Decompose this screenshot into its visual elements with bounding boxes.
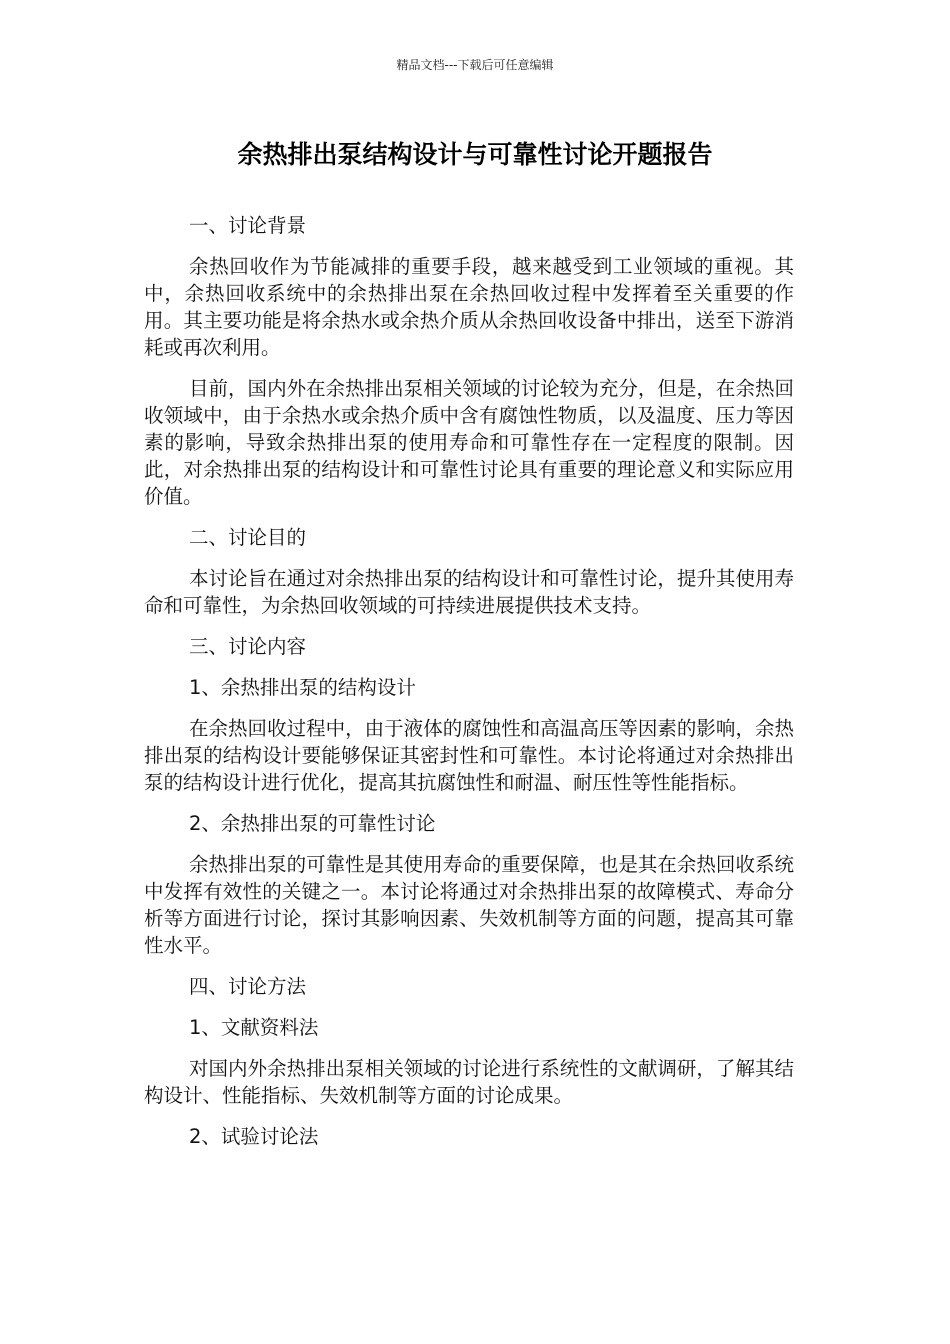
paragraph-literature-method: 对国内外余热排出泵相关领域的讨论进行系统性的文献调研，了解其结构设计、性能指标、失效机制等方面的讨论成果。 [144,1057,794,1107]
subheading-literature-method: 1、文献资料法 [189,1016,319,1039]
paragraph-background-2: 目前，国内外在余热排出泵相关领域的讨论较为充分，但是，在余热回收领域中，由于余热水或余热介质中含有腐蚀性物质，以及温度、压力等因素的影响，导致余热排出泵的使用寿命和可靠性存在一定程度的限制。因此，对余热排出泵的结构设计和可靠性讨论具有重要的理论意义和实际应用价值。 [144,377,794,508]
subheading-experiment-method: 2、试验讨论法 [189,1125,319,1148]
document-title: 余热排出泵结构设计与可靠性讨论开题报告 [237,140,713,169]
document-body [144,212,794,1164]
paragraph-reliability: 余热排出泵的可靠性是其使用寿命的重要保障，也是其在余热回收系统中发挥有效性的关键之一。本讨论将通过对余热排出泵的故障模式、寿命分析等方面进行讨论，探讨其影响因素、失效机制等方面的问题，提高其可靠性水平。 [144,853,794,957]
paragraph-structure-design: 在余热回收过程中，由于液体的腐蚀性和高温高压等因素的影响，余热排出泵的结构设计要能够保证其密封性和可靠性。本讨论将通过对余热排出泵的结构设计进行优化，提高其抗腐蚀性和耐温、耐压性等性能指标。 [144,717,794,794]
section-heading-content: 三、讨论内容 [189,635,307,658]
section-heading-purpose: 二、讨论目的 [189,526,307,549]
subheading-structure-design: 1、余热排出泵的结构设计 [189,676,416,699]
subheading-reliability: 2、余热排出泵的可靠性讨论 [189,812,436,835]
paragraph-purpose: 本讨论旨在通过对余热排出泵的结构设计和可靠性讨论，提升其使用寿命和可靠性，为余热回收领域的可持续进展提供技术支持。 [144,567,794,617]
paragraph-background-1: 余热回收作为节能减排的重要手段，越来越受到工业领域的重视。其中，余热回收系统中的余热排出泵在余热回收过程中发挥着至关重要的作用。其主要功能是将余热水或余热介质从余热回收设备中排出，送至下游消耗或再次利用。 [144,255,794,359]
page-header-note: 精品文档---下载后可任意编辑 [396,58,554,72]
section-heading-background: 一、讨论背景 [189,214,307,237]
section-heading-methods: 四、讨论方法 [189,975,307,998]
